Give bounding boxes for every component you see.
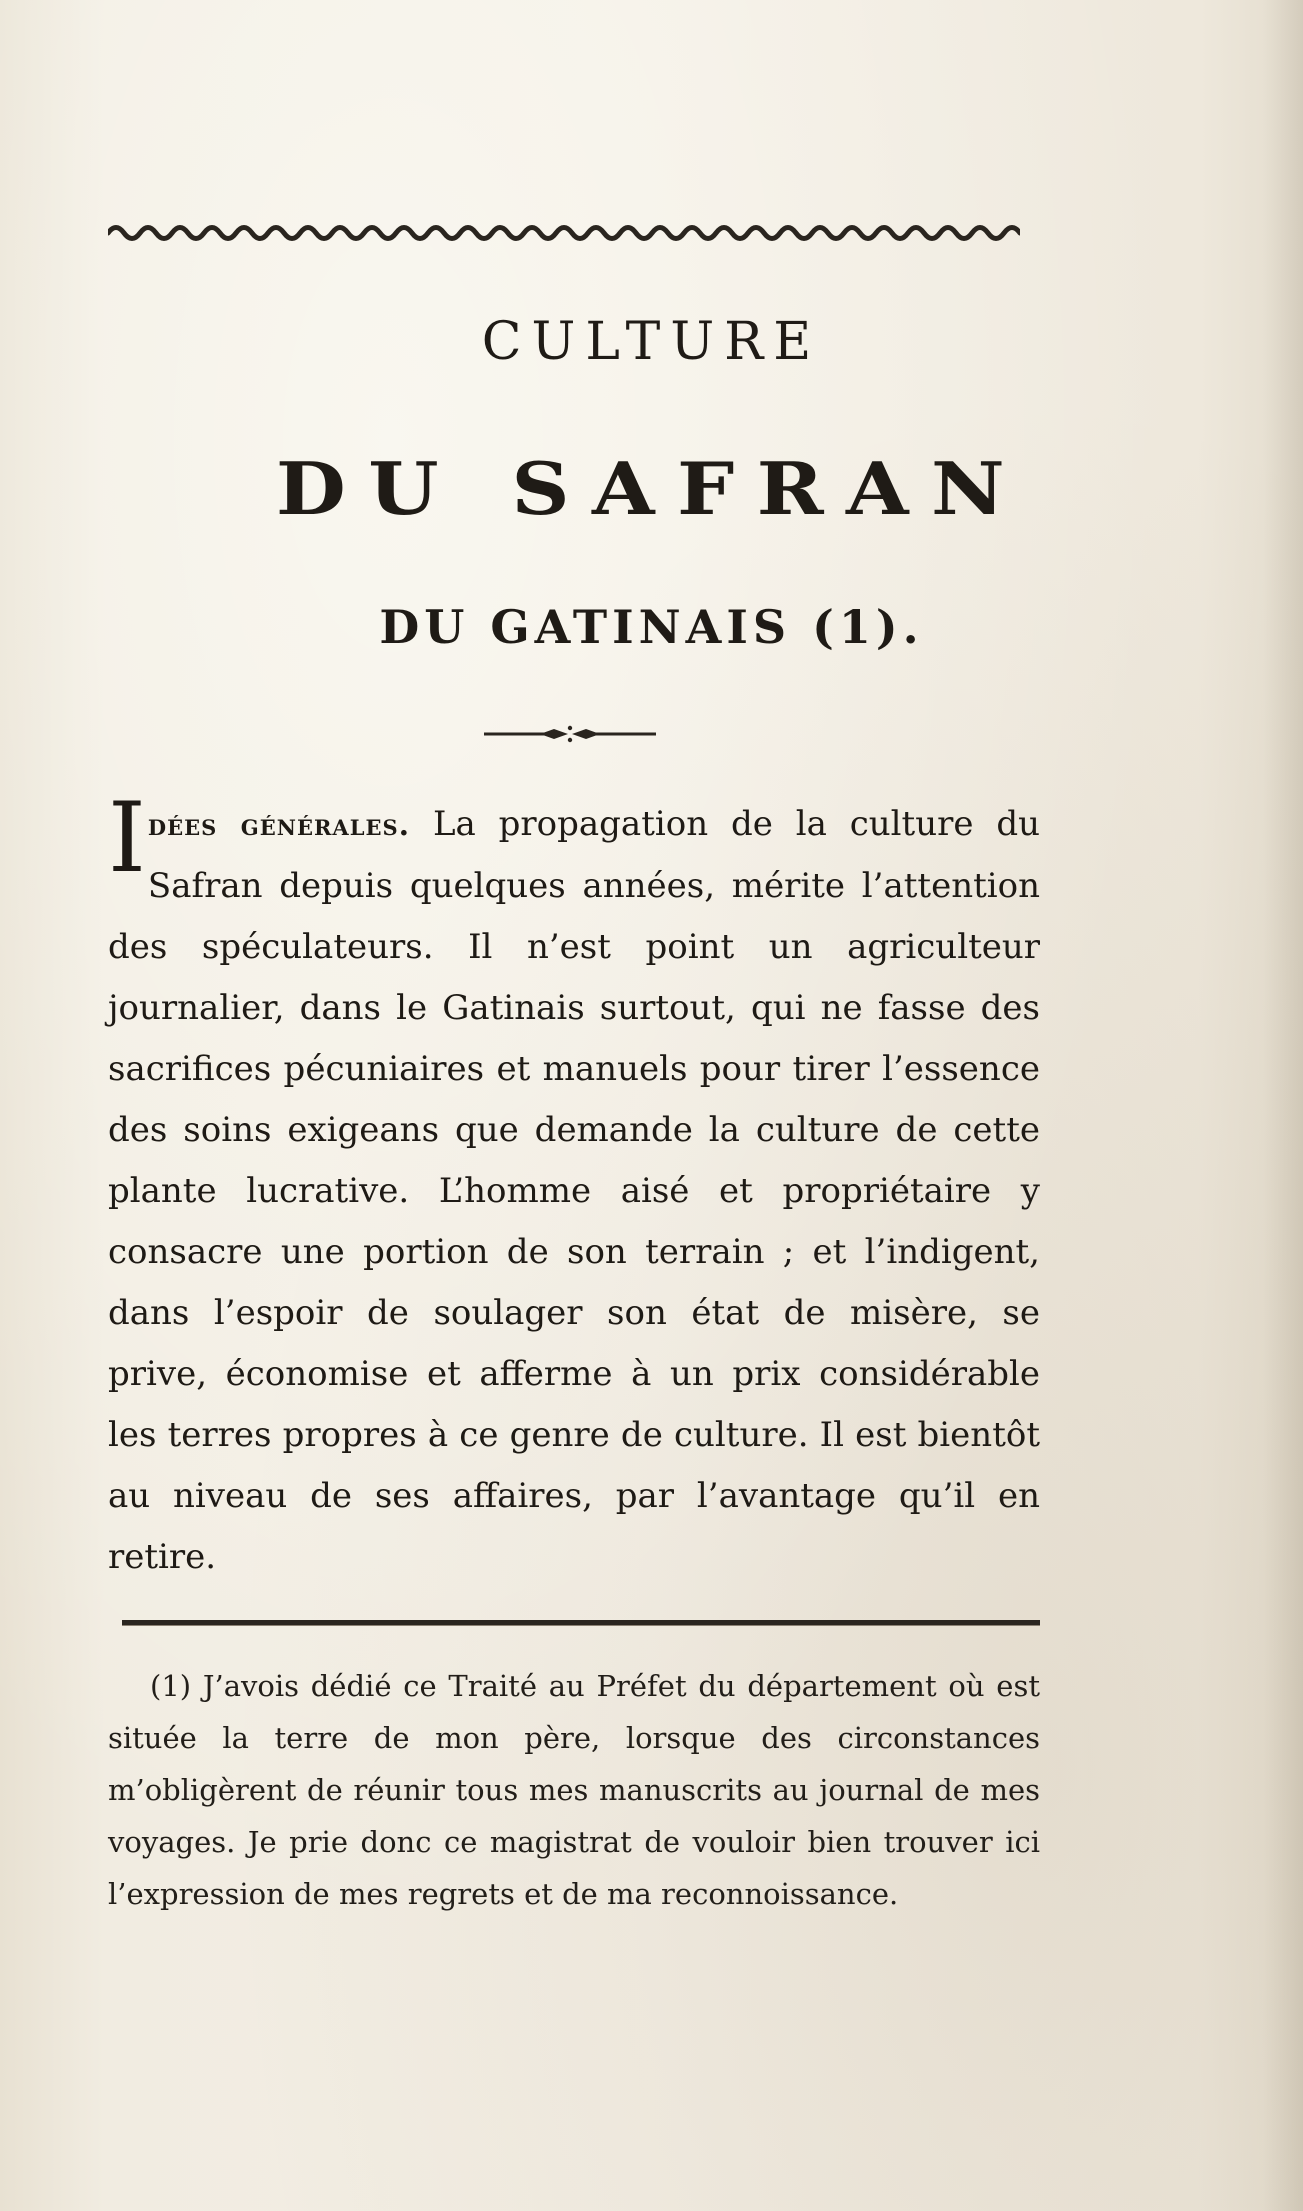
section-lead-words: dées générales. xyxy=(147,808,411,843)
wavy-border-ornament xyxy=(108,222,1020,244)
title-line-du-gatinais: DU GATINAIS (1). xyxy=(379,600,924,654)
title-line-du-safran: DU SAFRAN xyxy=(275,446,1028,531)
main-paragraph xyxy=(108,782,1040,1588)
drop-cap-letter: I xyxy=(108,782,146,894)
footnote: (1) J’avois dédié ce Traité au Préfet du département où est située la terre de mon père, lorsque des circonstances m’obligèrent de réunir tous mes manuscrits au journal de mes voyages. Je prie donc ce magistrat de vouloir bien trouver ici l’expression de mes regrets et de ma reconnoissance. xyxy=(108,1669,1040,1911)
paragraph-text: La propagation de la culture du Safran depuis quelques années, mérite l’attention des spéculateurs. Il n’est point un agriculteur journalier, dans le Gatinais surtout, qui ne fasse des sacrifices pécuniaires et manuels pour tirer l’essence des soins exigeans que demande la culture de cette plante lucrative. L’homme aisé et propriétaire y consacre une portion de son terrain ; et l’indigent, dans l’espoir de soulager son état de misère, se prive, économise et afferme à un prix considérable les terres propres à ce genre de culture. Il est bientôt au niveau de ses affaires, par l’avantage qu’il en retire. xyxy=(108,804,1040,1577)
footnote-separator-rule xyxy=(122,1620,1040,1626)
floral-divider-ornament xyxy=(480,724,660,744)
title-line-culture: CULTURE xyxy=(481,312,822,372)
